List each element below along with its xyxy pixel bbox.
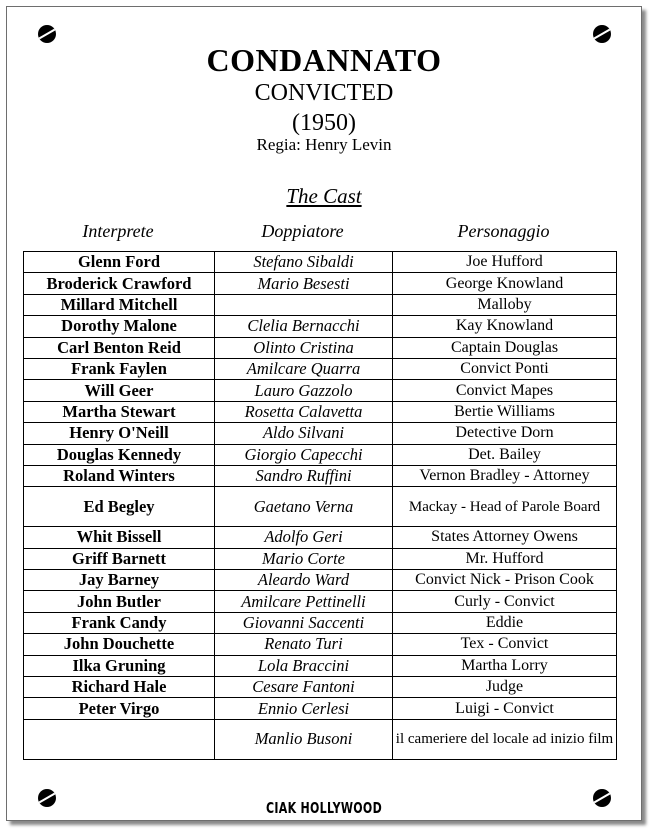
table-row bbox=[24, 487, 617, 527]
table-row bbox=[24, 570, 617, 591]
character-cell: Vernon Bradley - Attorney bbox=[393, 465, 617, 486]
column-header-actor: Interprete bbox=[82, 221, 154, 241]
dubber-cell: Giorgio Capecchi bbox=[215, 444, 393, 465]
character-cell: Joe Hufford bbox=[393, 252, 617, 273]
actor-cell: Carl Benton Reid bbox=[24, 337, 215, 358]
screw-icon bbox=[38, 25, 56, 43]
section-title: The Cast bbox=[286, 184, 362, 208]
table-row bbox=[24, 444, 617, 465]
character-cell: Captain Douglas bbox=[393, 337, 617, 358]
cast-card bbox=[6, 6, 642, 821]
table-row bbox=[24, 698, 617, 719]
character-cell: States Attorney Owens bbox=[393, 527, 617, 548]
dubber-cell: Stefano Sibaldi bbox=[215, 252, 393, 273]
original-title: CONVICTED bbox=[254, 80, 394, 106]
actor-cell: Glenn Ford bbox=[24, 252, 215, 273]
character-cell: Detective Dorn bbox=[393, 423, 617, 444]
table-row bbox=[24, 612, 617, 633]
dubber-cell: Sandro Ruffini bbox=[215, 465, 393, 486]
actor-cell: Will Geer bbox=[24, 380, 215, 401]
character-cell: Mackay - Head of Parole Board bbox=[393, 487, 617, 527]
actor-cell: Ed Begley bbox=[24, 487, 215, 527]
dubber-cell: Giovanni Saccenti bbox=[215, 612, 393, 633]
table-row bbox=[24, 655, 617, 676]
dubber-cell: Aldo Silvani bbox=[215, 423, 393, 444]
table-row bbox=[24, 527, 617, 548]
dubber-cell: Adolfo Geri bbox=[215, 527, 393, 548]
actor-cell bbox=[24, 719, 215, 759]
actor-cell: John Douchette bbox=[24, 634, 215, 655]
actor-cell: Ilka Gruning bbox=[24, 655, 215, 676]
actor-cell: Frank Candy bbox=[24, 612, 215, 633]
table-row bbox=[24, 294, 617, 315]
dubber-cell: Lola Braccini bbox=[215, 655, 393, 676]
table-row bbox=[24, 358, 617, 379]
screw-icon bbox=[593, 25, 611, 43]
dubber-cell bbox=[215, 294, 393, 315]
actor-cell: Frank Faylen bbox=[24, 358, 215, 379]
dubber-cell: Clelia Bernacchi bbox=[215, 316, 393, 337]
actor-cell: Dorothy Malone bbox=[24, 316, 215, 337]
table-row bbox=[24, 423, 617, 444]
italian-title: CONDANNATO bbox=[206, 42, 442, 78]
actor-cell: Richard Hale bbox=[24, 677, 215, 698]
dubber-cell: Mario Corte bbox=[215, 548, 393, 569]
dubber-cell: Gaetano Verna bbox=[215, 487, 393, 527]
character-cell: Kay Knowland bbox=[393, 316, 617, 337]
actor-cell: John Butler bbox=[24, 591, 215, 612]
dubber-cell: Renato Turi bbox=[215, 634, 393, 655]
character-cell: Convict Mapes bbox=[393, 380, 617, 401]
table-row bbox=[24, 401, 617, 422]
actor-cell: Griff Barnett bbox=[24, 548, 215, 569]
table-row bbox=[24, 548, 617, 569]
column-header-dubber: Doppiatore bbox=[261, 221, 344, 241]
character-cell: Martha Lorry bbox=[393, 655, 617, 676]
character-cell: Curly - Convict bbox=[393, 591, 617, 612]
dubber-cell: Ennio Cerlesi bbox=[215, 698, 393, 719]
dubber-cell: Lauro Gazzolo bbox=[215, 380, 393, 401]
character-cell: Eddie bbox=[393, 612, 617, 633]
column-header-character: Personaggio bbox=[457, 221, 550, 241]
director-line: Regia: Henry Levin bbox=[256, 135, 392, 154]
character-cell: il cameriere del locale ad inizio film bbox=[393, 719, 617, 759]
table-row bbox=[24, 634, 617, 655]
character-cell: Mr. Hufford bbox=[393, 548, 617, 569]
actor-cell: Millard Mitchell bbox=[24, 294, 215, 315]
table-row bbox=[24, 252, 617, 273]
release-year: (1950) bbox=[292, 110, 356, 136]
dubber-cell: Manlio Busoni bbox=[215, 719, 393, 759]
table-row bbox=[24, 337, 617, 358]
dubber-cell: Mario Besesti bbox=[215, 273, 393, 294]
character-cell: Tex - Convict bbox=[393, 634, 617, 655]
table-row bbox=[24, 380, 617, 401]
dubber-cell: Aleardo Ward bbox=[215, 570, 393, 591]
table-row bbox=[24, 591, 617, 612]
cast-table bbox=[23, 251, 617, 760]
actor-cell: Henry O'Neill bbox=[24, 423, 215, 444]
table-row bbox=[24, 677, 617, 698]
table-row bbox=[24, 465, 617, 486]
dubber-cell: Amilcare Quarra bbox=[215, 358, 393, 379]
ciak-hollywood-logo: CIAK HOLLYWOOD bbox=[265, 799, 383, 818]
actor-cell: Jay Barney bbox=[24, 570, 215, 591]
actor-cell: Whit Bissell bbox=[24, 527, 215, 548]
character-cell: Det. Bailey bbox=[393, 444, 617, 465]
table-row bbox=[24, 719, 617, 759]
dubber-cell: Amilcare Pettinelli bbox=[215, 591, 393, 612]
actor-cell: Douglas Kennedy bbox=[24, 444, 215, 465]
actor-cell: Broderick Crawford bbox=[24, 273, 215, 294]
character-cell: George Knowland bbox=[393, 273, 617, 294]
actor-cell: Peter Virgo bbox=[24, 698, 215, 719]
dubber-cell: Cesare Fantoni bbox=[215, 677, 393, 698]
character-cell: Judge bbox=[393, 677, 617, 698]
actor-cell: Martha Stewart bbox=[24, 401, 215, 422]
character-cell: Malloby bbox=[393, 294, 617, 315]
character-cell: Convict Ponti bbox=[393, 358, 617, 379]
character-cell: Luigi - Convict bbox=[393, 698, 617, 719]
dubber-cell: Rosetta Calavetta bbox=[215, 401, 393, 422]
character-cell: Convict Nick - Prison Cook bbox=[393, 570, 617, 591]
actor-cell: Roland Winters bbox=[24, 465, 215, 486]
table-row bbox=[24, 316, 617, 337]
dubber-cell: Olinto Cristina bbox=[215, 337, 393, 358]
character-cell: Bertie Williams bbox=[393, 401, 617, 422]
table-row bbox=[24, 273, 617, 294]
